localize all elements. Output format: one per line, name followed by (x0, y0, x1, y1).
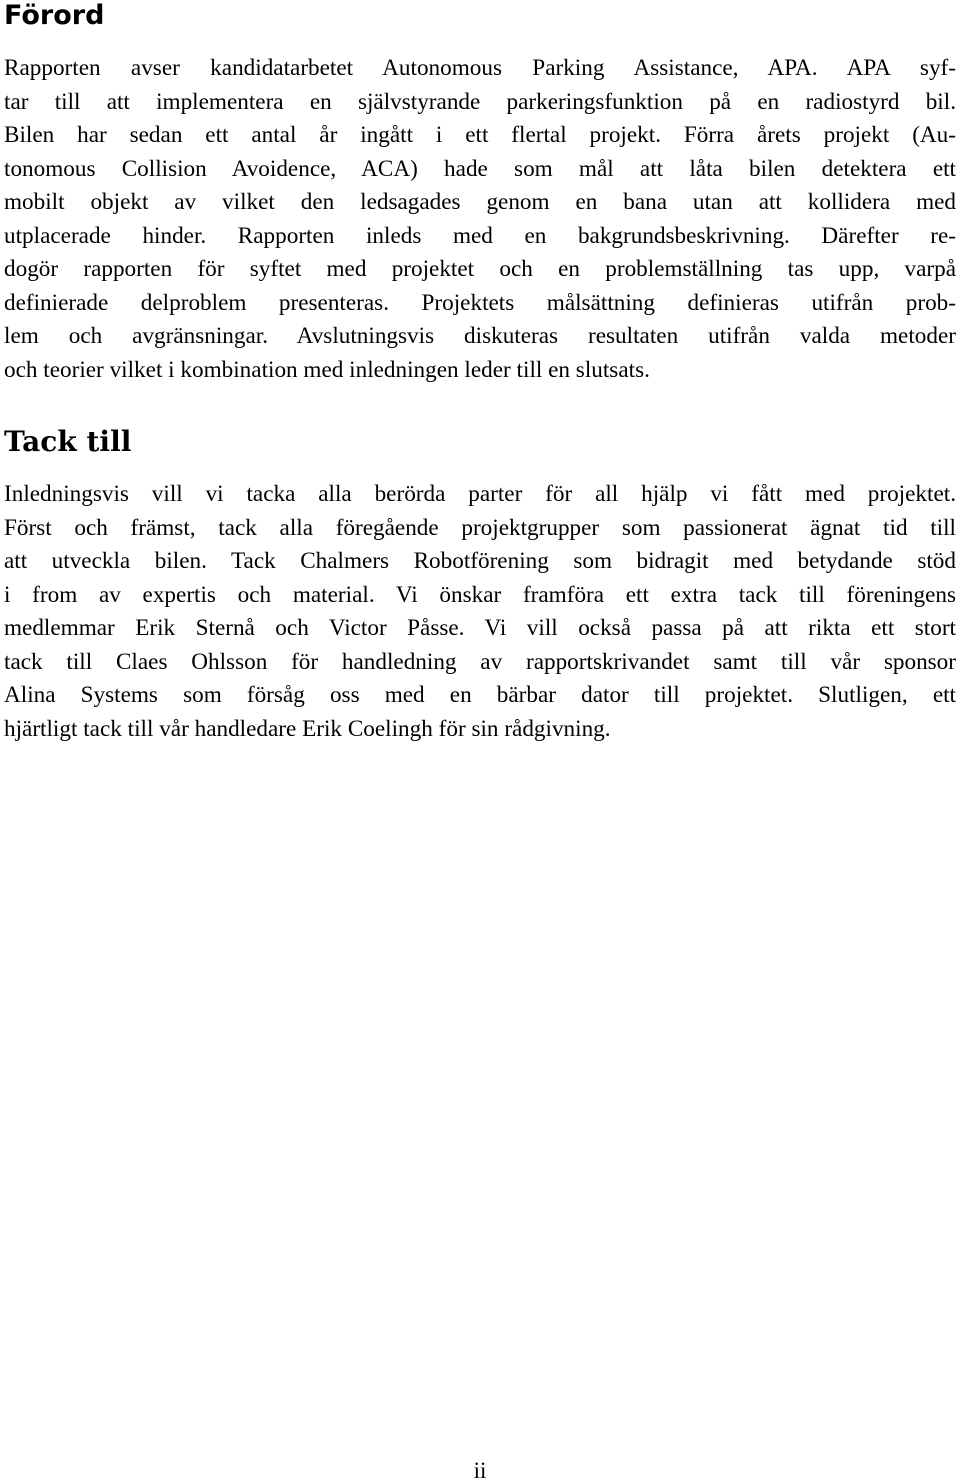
preface-heading: Förord (4, 0, 105, 31)
preface-line: dogör rapporten för syftet med projektet och en problemställning tas upp, varpå (4, 256, 956, 282)
preface-line: tonomous Collision Avoidence, ACA) hade som mål att låta bilen detektera ett (4, 155, 956, 182)
acknowledgements-paragraph (4, 478, 956, 746)
preface-line: Rapporten avser kandidatarbetet Autonomous Parking Assistance, APA. APA syf- (4, 55, 956, 81)
preface-line: tar till att implementera en självstyrande parkeringsfunktion på en radiostyrd bil. (4, 88, 956, 115)
preface-line: Bilen har sedan ett antal år ingått i ett flertal projekt. Förra årets projekt (Au- (4, 122, 956, 148)
acknowledgements-line: Alina Systems som försåg oss med en bärbar dator till projektet. Slutligen, ett (4, 682, 956, 708)
preface-line: och teorier vilket i kombination med inledningen leder till en slutsats. (4, 356, 650, 383)
preface-line: mobilt objekt av vilket den ledsagades genom en bana utan att kollidera med (4, 189, 956, 215)
preface-line: definierade delproblem presenteras. Projektets målsättning definieras utifrån prob- (4, 289, 956, 316)
acknowledgements-line: hjärtligt tack till vår handledare Erik Coelingh för sin rådgivning. (4, 715, 611, 742)
acknowledgements-line: att utveckla bilen. Tack Chalmers Robotförening som bidragit med betydande stöd (4, 548, 956, 574)
acknowledgements-line: medlemmar Erik Sternå och Victor Påsse. Vi vill också passa på att rikta ett stort (4, 615, 956, 641)
acknowledgements-line: tack till Claes Ohlsson för handledning av rapportskrivandet samt till vår sponsor (4, 648, 956, 675)
preface-line: utplacerade hinder. Rapporten inleds med en bakgrundsbeskrivning. Därefter re- (4, 222, 956, 249)
acknowledgements-line: i from av expertis och material. Vi önskar framföra ett extra tack till föreningens (4, 581, 956, 608)
preface-line: lem och avgränsningar. Avslutningsvis diskuteras resultaten utifrån valda metoder (4, 323, 956, 349)
preface-paragraph (4, 52, 956, 387)
acknowledgements-line: Inledningsvis vill vi tacka alla berörda parter för all hjälp vi fått med projektet. (4, 481, 956, 507)
page-number: ii (473, 1458, 487, 1483)
acknowledgements-heading: Tack till (4, 425, 132, 458)
acknowledgements-line: Först och främst, tack alla föregående projektgrupper som passionerat ägnat tid till (4, 514, 956, 541)
